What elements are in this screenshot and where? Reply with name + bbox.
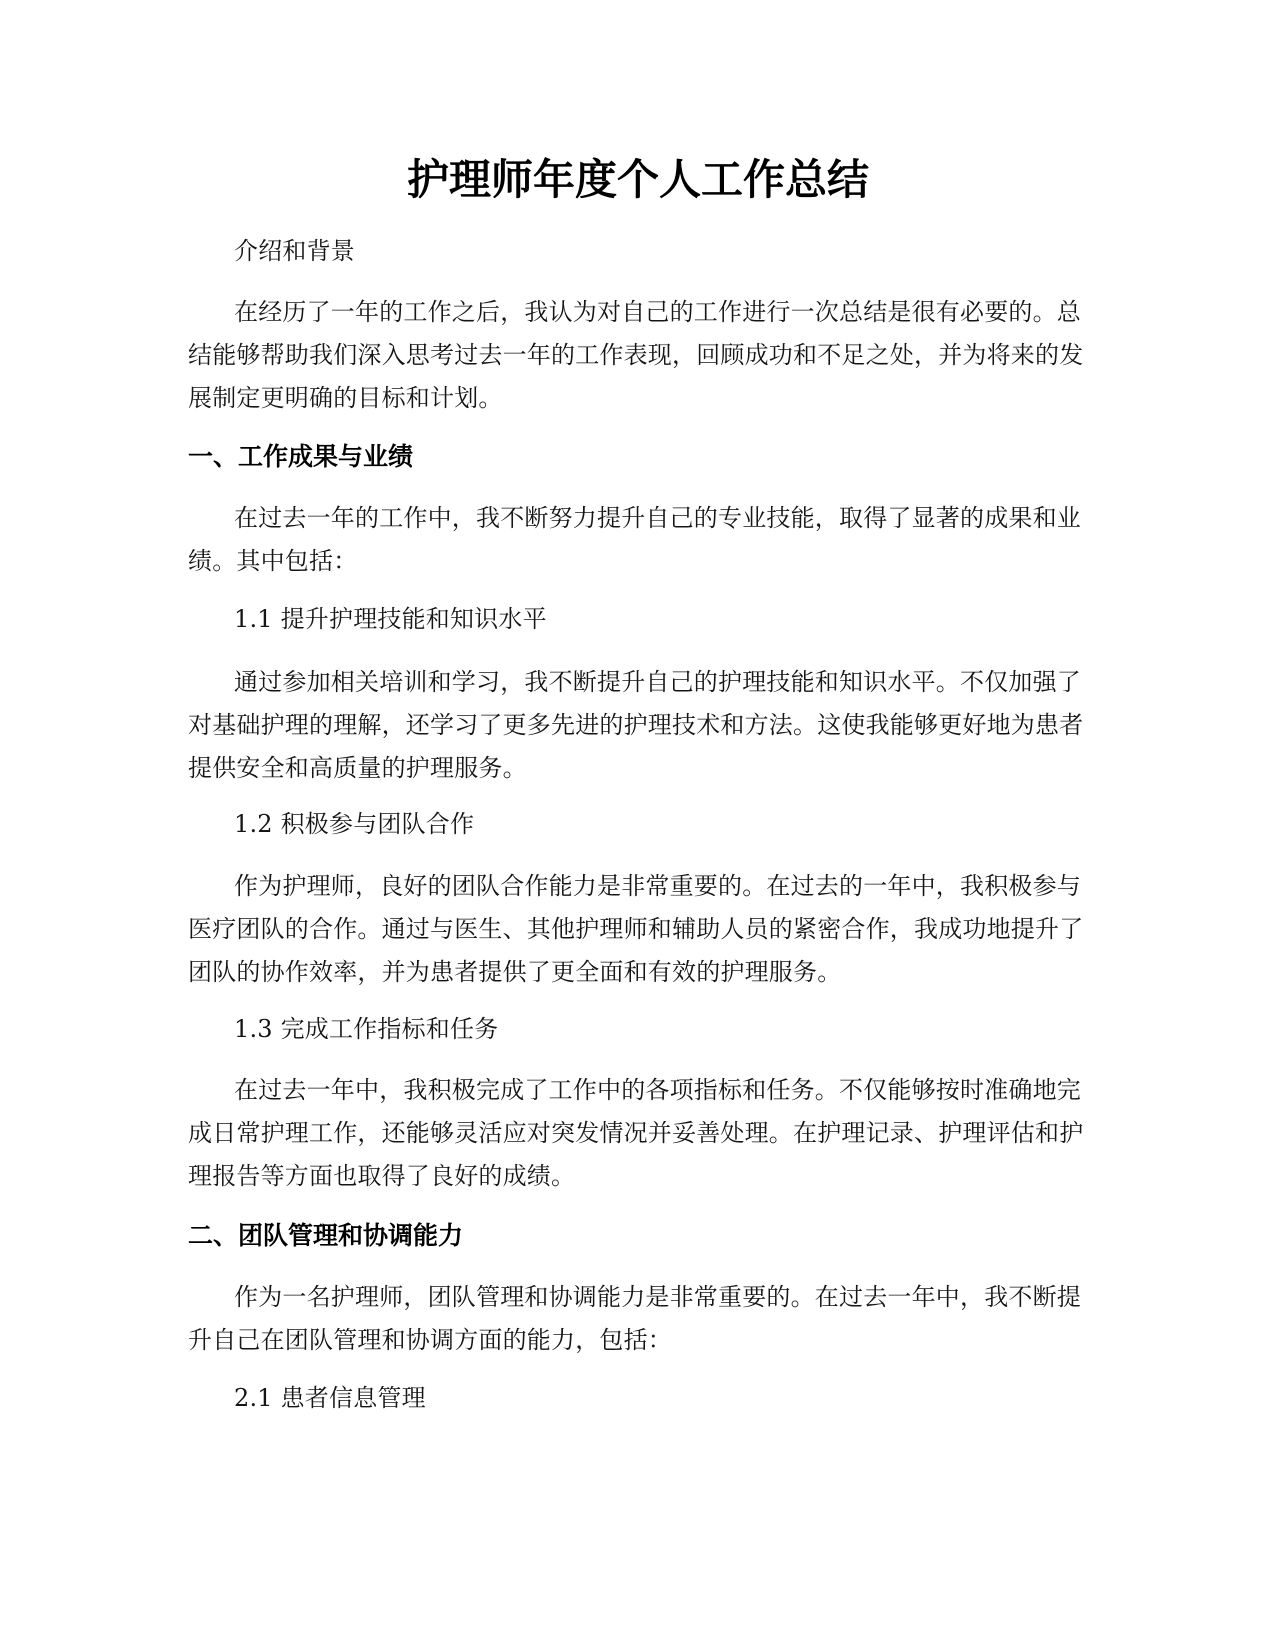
intro-paragraph: 在经历了一年的工作之后，我认为对自己的工作进行一次总结是很有必要的。总结能够帮助我们深入思考过去一年的工作表现，回顾成功和不足之处，并为将来的发展制定更明确的目标和计划。 <box>188 298 1084 412</box>
section2-sub1-title: 2.1 患者信息管理 <box>234 1384 426 1412</box>
section1-heading: 一、工作成果与业绩 <box>188 442 414 471</box>
section1-sub1-text: 通过参加相关培训和学习，我不断提升自己的护理技能和知识水平。不仅加强了对基础护理的理解，还学习了更多先进的护理技术和方法。这使我能够更好地为患者提供安全和高质量的护理服务。 <box>188 668 1084 782</box>
section1-sub3-title: 1.3 完成工作指标和任务 <box>234 1015 499 1043</box>
section2-intro: 作为一名护理师，团队管理和协调能力是非常重要的。在过去一年中，我不断提升自己在团队管理和协调方面的能力，包括： <box>188 1283 1081 1354</box>
section1-sub2-text: 作为护理师，良好的团队合作能力是非常重要的。在过去的一年中，我积极参与医疗团队的合作。通过与医生、其他护理师和辅助人员的紧密合作，我成功地提升了团队的协作效率，并为患者提供了更全面和有效的护理服务。 <box>188 872 1084 986</box>
section2-heading: 二、团队管理和协调能力 <box>188 1221 464 1250</box>
section1-sub2-title: 1.2 积极参与团队合作 <box>234 810 475 838</box>
section1-intro: 在过去一年的工作中，我不断努力提升自己的专业技能，取得了显著的成果和业绩。其中包括： <box>188 504 1081 575</box>
section1-sub1-title: 1.1 提升护理技能和知识水平 <box>234 605 547 633</box>
document-title: 护理师年度个人工作总结 <box>406 155 869 204</box>
intro-label: 介绍和背景 <box>234 237 355 265</box>
section1-sub3-text: 在过去一年中，我积极完成了工作中的各项指标和任务。不仅能够按时准确地完成日常护理工作，还能够灵活应对突发情况并妥善处理。在护理记录、护理评估和护理报告等方面也取得了良好的成绩。 <box>188 1076 1084 1190</box>
